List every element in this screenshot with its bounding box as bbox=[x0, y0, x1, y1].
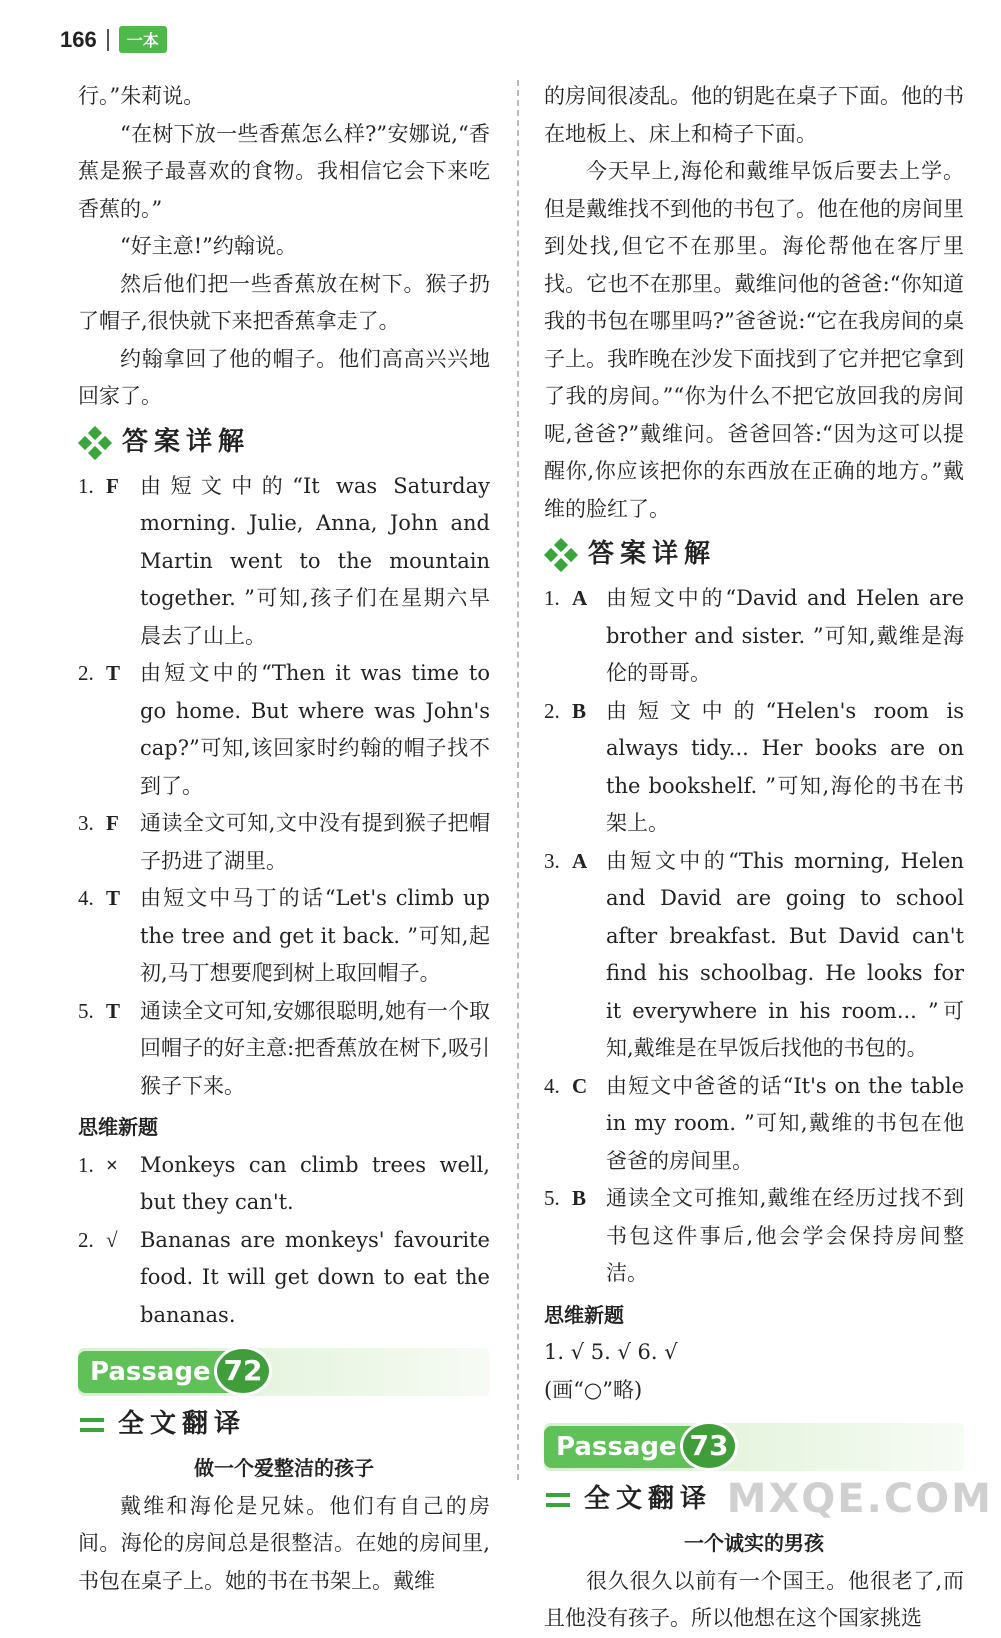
story-title: 一个诚实的男孩 bbox=[684, 1531, 824, 1555]
story-title: 做一个爱整洁的孩子 bbox=[194, 1456, 374, 1480]
answers-title: 答案详解 bbox=[588, 539, 717, 570]
answer-key: T bbox=[106, 998, 121, 1023]
story-paragraph: 然后他们把一些香蕉放在树下。猴子扔了帽子,很快就下来把香蕉拿走了。 bbox=[78, 271, 490, 333]
answers-section-title bbox=[544, 534, 964, 576]
answer-item bbox=[78, 805, 490, 880]
story-paragraph: 的房间很凌乱。他的钥匙在桌子下面。他的书在地板上、床上和椅子下面。 bbox=[544, 84, 964, 146]
story-paragraph: 今天早上,海伦和戴维早饭后要去上学。但是戴维找不到他的书包了。他在他的房间里到处找,但它不在那里。海伦帮他在客厅里找。它也不在那里。戴维问他的爸爸:“你知道我的书包在哪里吗?”爸爸说:“它在我房间的桌子上。我昨晚在沙发下面找到了它并把它拿到了我的房间。”“你为什么不把它放回我的房间呢,爸爸?”戴维问。爸爸回答:“因为这可以提醒你,你应该把你的东西放在正确的地方。”戴维的脸红了。 bbox=[544, 159, 964, 521]
page-number: 166 bbox=[60, 26, 97, 52]
passage-label: Passage bbox=[78, 1351, 267, 1393]
translation-title: 全文翻译 bbox=[118, 1409, 247, 1440]
page-header bbox=[60, 26, 167, 53]
answer-explanation: 由短文中爸爸的话“It's on the table in my room. ”可知,戴维的书包在他爸爸的房间里。 bbox=[606, 1073, 964, 1173]
answer-explanation: 通读全文可知,文中没有提到猴子把帽子扔进了湖里。 bbox=[140, 811, 490, 873]
story-paragraph: 约翰拿回了他的帽子。他们高高兴兴地回家了。 bbox=[78, 346, 490, 408]
answer-key: C bbox=[572, 1073, 588, 1098]
answer-key: A bbox=[572, 586, 588, 610]
thinking-item bbox=[78, 1147, 490, 1222]
right-column bbox=[544, 78, 964, 1638]
column-divider bbox=[517, 80, 519, 1480]
answer-explanation: 由短文中的“David and Helen are brother and sister. ”可知,戴维是海伦的哥哥。 bbox=[606, 586, 964, 685]
story-paragraph: 行。”朱莉说。 bbox=[78, 84, 205, 108]
answer-number: 3. bbox=[78, 811, 94, 835]
passage-number: 73 bbox=[680, 1421, 738, 1471]
translation-section-title bbox=[78, 1404, 490, 1446]
answers-title: 答案详解 bbox=[122, 426, 251, 457]
thinking-mark: √ bbox=[106, 1227, 118, 1252]
answer-key: T bbox=[106, 886, 121, 910]
thinking-answers: 1. √ 5. √ 6. √ bbox=[544, 1340, 678, 1364]
answer-explanation: 通读全文可知,安娜很聪明,她有一个取回帽子的好主意:把香蕉放在树下,吸引猴子下来。 bbox=[140, 998, 490, 1098]
thinking-text: Bananas are monkeys' favourite food. It will get down to eat the bananas. bbox=[140, 1227, 490, 1327]
thinking-title: 思维新题 bbox=[78, 1115, 158, 1139]
answer-explanation: 由短文中马丁的话“Let's climb up the tree and get it back. ”可知,起初,马丁想要爬到树上取回帽子。 bbox=[140, 886, 490, 985]
answer-item bbox=[78, 468, 490, 656]
story-paragraph: “好主意!”约翰说。 bbox=[120, 234, 297, 258]
passage-number: 72 bbox=[214, 1346, 272, 1396]
answer-explanation: 由短文中的“Helen's room is always tidy... Her books are on the bookshelf. ”可知,海伦的书在书架上。 bbox=[606, 698, 964, 835]
answer-item bbox=[544, 693, 964, 843]
thinking-note: (画“○”略) bbox=[544, 1377, 643, 1402]
answer-number: 5. bbox=[544, 1186, 560, 1210]
answer-item bbox=[544, 1180, 964, 1293]
translation-title: 全文翻译 bbox=[584, 1484, 713, 1515]
answer-item bbox=[78, 993, 490, 1106]
answer-key: A bbox=[572, 848, 588, 873]
answer-key: B bbox=[572, 698, 587, 723]
answer-key: F bbox=[106, 473, 119, 498]
story-paragraph: “在树下放一些香蕉怎么样?”安娜说,“香蕉是猴子最喜欢的食物。我相信它会下来吃香蕉的。” bbox=[78, 121, 490, 221]
thinking-number: 1. bbox=[78, 1152, 94, 1177]
watermark: MXQE.COM bbox=[726, 1476, 993, 1522]
passage-label: Passage bbox=[544, 1426, 733, 1468]
thinking-mark: × bbox=[106, 1152, 118, 1177]
answer-item bbox=[544, 843, 964, 1068]
answer-key: T bbox=[106, 661, 121, 685]
answer-number: 2. bbox=[78, 661, 94, 685]
left-column bbox=[78, 78, 490, 1600]
thinking-item bbox=[78, 1222, 490, 1335]
swap-arrows-icon bbox=[78, 1412, 108, 1438]
book-logo: 一本 bbox=[119, 26, 167, 53]
answer-number: 3. bbox=[544, 848, 560, 873]
answer-number: 1. bbox=[544, 586, 560, 610]
answer-number: 4. bbox=[78, 886, 94, 910]
answers-section-title bbox=[78, 422, 490, 464]
thinking-number: 2. bbox=[78, 1227, 94, 1252]
answer-key: F bbox=[106, 811, 119, 835]
thinking-title: 思维新题 bbox=[544, 1302, 624, 1327]
answer-item bbox=[78, 655, 490, 805]
answer-number: 1. bbox=[78, 473, 94, 498]
answer-explanation: 通读全文可推知,戴维在经历过找不到书包这件事后,他会学会保持房间整洁。 bbox=[606, 1186, 964, 1285]
header-divider bbox=[107, 29, 109, 51]
story-paragraph: 很久很久以前有一个国王。他很老了,而且他没有孩子。所以他想在这个国家挑选 bbox=[544, 1568, 964, 1630]
answer-item bbox=[544, 580, 964, 693]
answer-number: 5. bbox=[78, 998, 94, 1023]
passage-banner bbox=[544, 1423, 964, 1471]
answer-number: 4. bbox=[544, 1073, 560, 1098]
answer-item bbox=[544, 1068, 964, 1181]
swap-arrows-icon bbox=[544, 1487, 574, 1513]
answer-explanation: 由短文中的“It was Saturday morning. Julie, Anna, John and Martin went to the mountain together. ”可知,孩子们在星期六早晨去了山上。 bbox=[140, 473, 490, 648]
story-paragraph: 戴维和海伦是兄妹。他们有自己的房间。海伦的房间总是很整洁。在她的房间里,书包在桌子上。她的书在书架上。戴维 bbox=[78, 1493, 490, 1593]
answer-key: B bbox=[572, 1186, 587, 1210]
answer-number: 2. bbox=[544, 698, 560, 723]
thinking-text: Monkeys can climb trees well, but they can't. bbox=[140, 1152, 490, 1214]
passage-banner bbox=[78, 1348, 490, 1396]
diamond-cluster-icon bbox=[78, 428, 112, 458]
answer-item bbox=[78, 880, 490, 993]
answer-explanation: 由短文中的“This morning, Helen and David are going to school after breakfast. But David can't find his schoolbag. He looks for it everywhere in his room... ”可知,戴维是在早饭后找他的书包的。 bbox=[606, 848, 964, 1060]
answer-explanation: 由短文中的“Then it was time to go home. But where was John's cap?”可知,该回家时约翰的帽子找不到了。 bbox=[140, 661, 490, 798]
diamond-cluster-icon bbox=[544, 540, 578, 570]
